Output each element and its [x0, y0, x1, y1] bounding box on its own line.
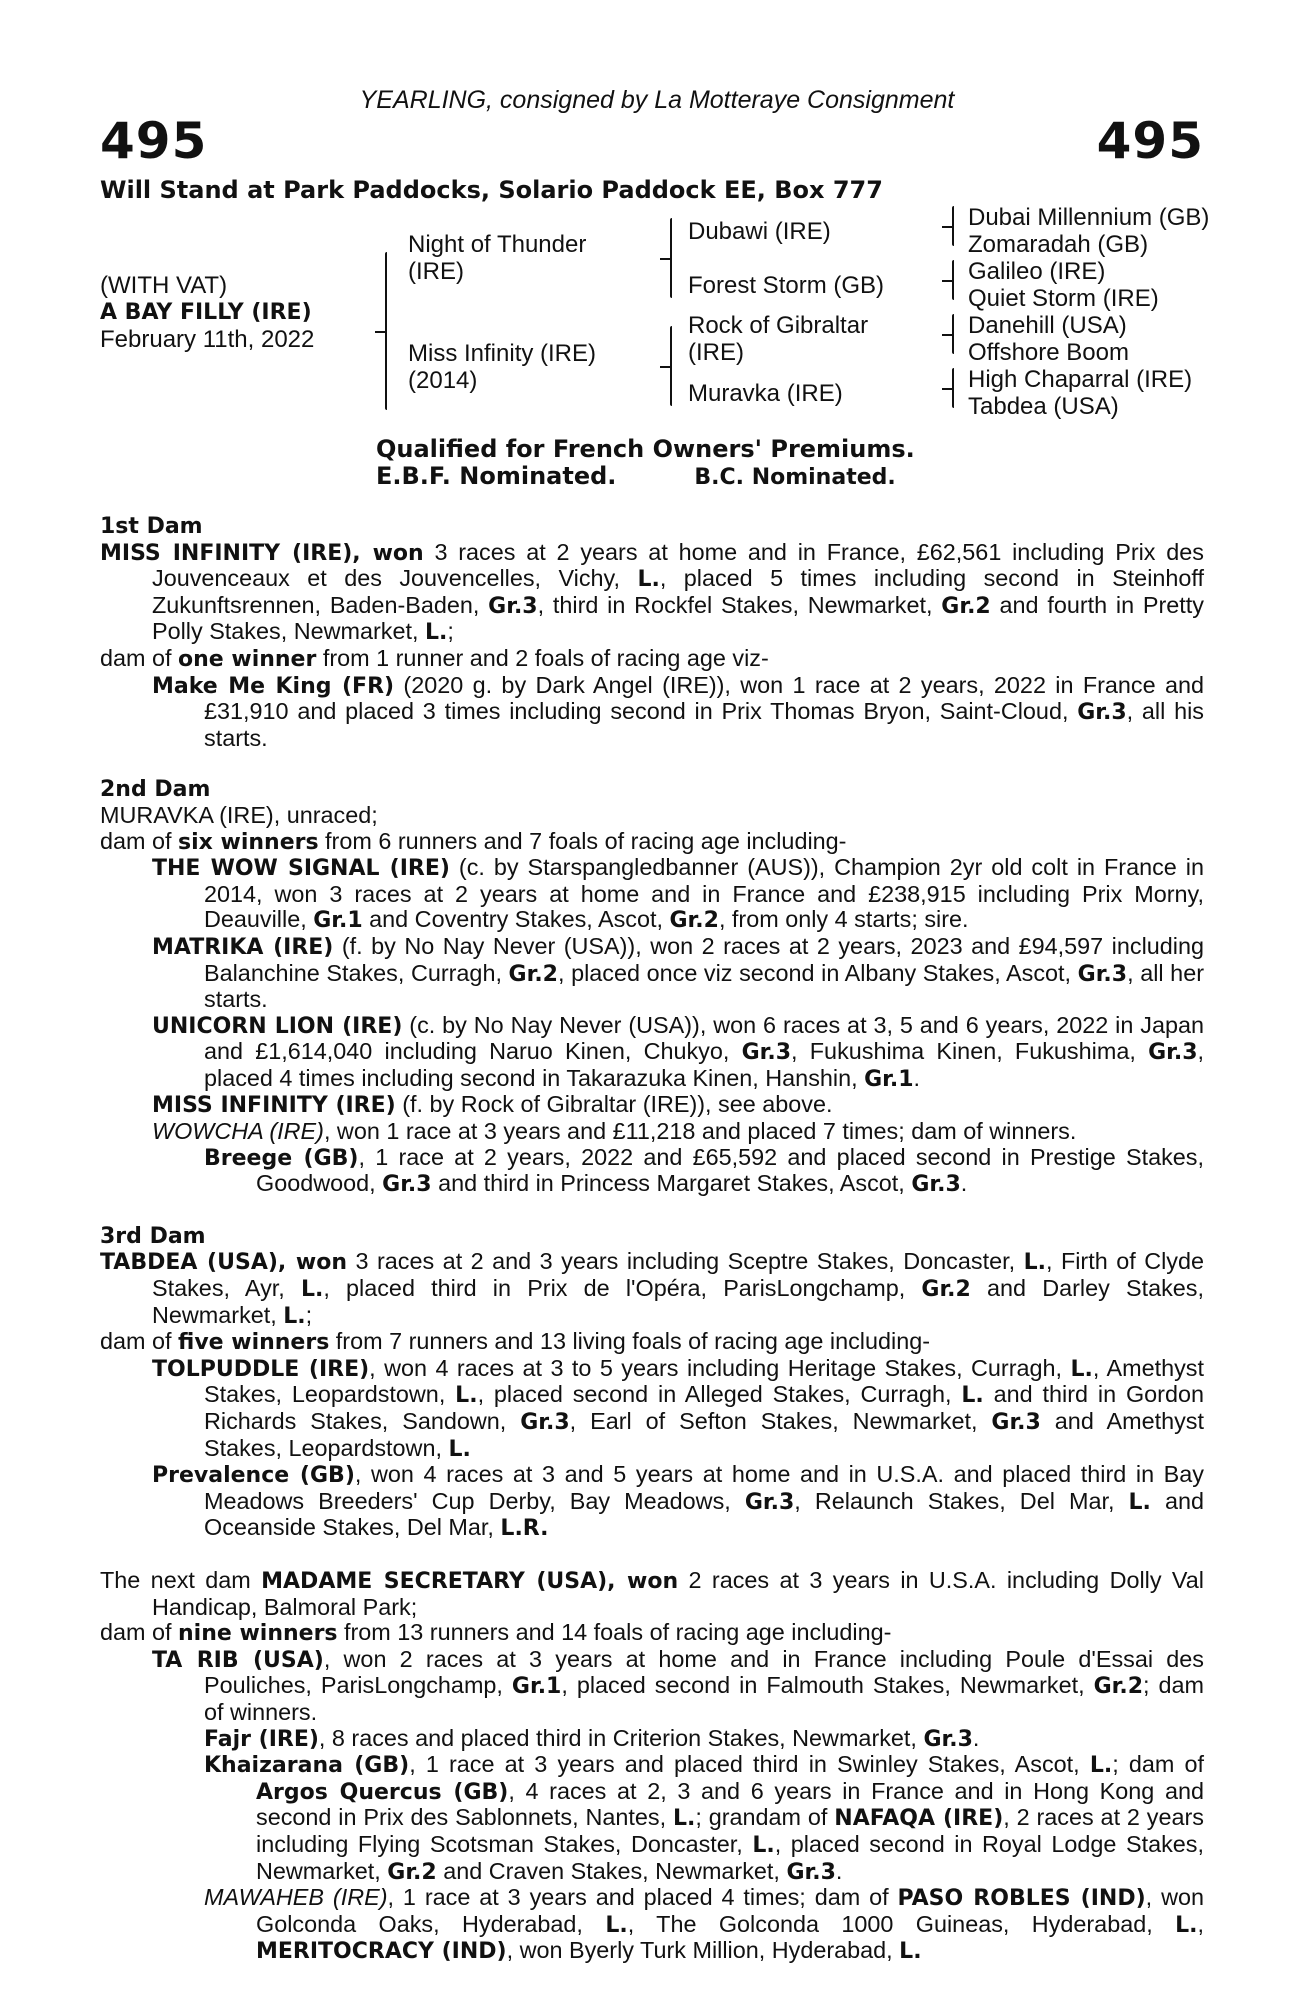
lot-number-right: 495: [1096, 112, 1204, 170]
gen4-list: Dubai Millennium (GB) Zomaradah (GB) Galileo (IRE) Quiet Storm (IRE) Danehill (USA) Offshore Boom High Chaparral (IRE) Tabdea (USA): [968, 204, 1210, 420]
dam-name: Miss Infinity (IRE) (2014): [408, 340, 597, 394]
first-dam-heading: 1st Dam: [100, 514, 203, 539]
first-dam-record: MISS INFINITY (IRE), won 3 races at 2 years at home and in France, £62,561 including Prix des Jouvenceaux et des Jouvencelles, Vichy, L., placed 5 times including second in Steinhoff Zukunftsrennen, Baden-Baden, Gr.3, third in Rockfel Stakes, Newmarket, Gr.2 and fourth in Pretty Polly Stakes, Newmarket, L.;: [100, 538, 1205, 646]
produce-entry: TOLPUDDLE (IRE), won 4 races at 3 to 5 years including Heritage Stakes, Curragh, L., Amethyst Stakes, Leopardstown, L., placed second in Alleged Stakes, Curragh, L. and third in Gordon Richards Stakes, Sandown, Gr.3, Earl of Sefton Stakes, Newmarket, Gr.3 and Amethyst Stakes, Leopardstown, L.: [152, 1354, 1204, 1462]
produce-entry: MAWAHEB (IRE), 1 race at 3 years and placed 4 times; dam of PASO ROBLES (IND), won Golconda Oaks, Hyderabad, L., The Golconda 1000 Guineas, Hyderabad, L., MERITOCRACY (IND), won Byerly Turk Million, Hyderabad, L.: [204, 1884, 1204, 1965]
sire-dam: Forest Storm (GB): [688, 272, 885, 299]
produce-entry: UNICORN LION (IRE) (c. by No Nay Never (USA)), won 6 races at 3, 5 and 6 years, 2022 in Japan and £1,614,040 including Naruo Kinen, Chukyo, Gr.3, Fukushima Kinen, Fukushima, Gr.3, placed 4 times including second in Takarazuka Kinen, Hanshin, Gr.1.: [152, 1011, 1205, 1092]
second-dam-heading: 2nd Dam: [100, 777, 211, 803]
pedigree-brace-g4-4: [952, 368, 954, 408]
lot-number-left: 495: [100, 112, 208, 170]
produce-entry: Prevalence (GB), won 4 races at 3 and 5 years at home and in U.S.A. and placed third in Bay Meadows Breeders' Cup Derby, Bay Meadows, Gr.3, Relaunch Stakes, Del Mar, L. and Oceanside Stakes, Del Mar, L.R.: [152, 1461, 1204, 1542]
third-dam-heading: 3rd Dam: [100, 1223, 206, 1249]
stand-location: Will Stand at Park Paddocks, Solario Paddock EE, Box 777: [100, 176, 883, 204]
next-dam-produce-summary: dam of nine winners from 13 runners and 14 foals of racing age including-: [100, 1619, 892, 1647]
dam-dam: Muravka (IRE): [688, 380, 843, 407]
pedigree-brace-main: [385, 252, 387, 410]
sire-name: Night of Thunder (IRE): [408, 231, 587, 285]
sire-sire: Dubawi (IRE): [688, 218, 831, 245]
produce-entry: Make Me King (FR) (2020 g. by Dark Angel (IRE)), won 1 race at 2 years, 2022 in France and £31,910 and placed 3 times including second in Prix Thomas Bryon, Saint-Cloud, Gr.3, all his starts.: [152, 671, 1204, 751]
produce-entry: MATRIKA (IRE) (f. by No Nay Never (USA)), won 2 races at 2 years, 2023 and £94,597 including Balanchine Stakes, Curragh, Gr.2, placed once viz second in Albany Stakes, Ascot, Gr.3, all her starts.: [152, 932, 1205, 1013]
produce-entry: Khaizarana (GB), 1 race at 3 years and placed third in Swinley Stakes, Ascot, L.; dam of Argos Quercus (GB), 4 races at 2, 3 and 6 years in France and in Hong Kong and second in Prix des Sablonnets, Nantes, L.; grandam of NAFAQA (IRE), 2 races at 2 years including Flying Scotsman Stakes, Doncaster, L., placed second in Royal Lodge Stakes, Newmarket, Gr.2 and Craven Stakes, Newmarket, Gr.3.: [204, 1751, 1205, 1885]
horse-name: A BAY FILLY (IRE): [100, 300, 312, 325]
second-dam-produce-summary: dam of six winners from 6 runners and 7 foals of racing age including-: [100, 827, 847, 855]
produce-entry: Fajr (IRE), 8 races and placed third in Criterion Stakes, Newmarket, Gr.3.: [204, 1724, 980, 1752]
next-dam-record: The next dam MADAME SECRETARY (USA), won 2 races at 3 years in U.S.A. including Dolly Val Handicap, Balmoral Park;: [100, 1566, 1204, 1620]
foaling-date: February 11th, 2022: [100, 326, 315, 353]
third-dam-produce-summary: dam of five winners from 7 runners and 13 living foals of racing age including-: [100, 1328, 931, 1356]
pedigree-brace-sire: [670, 218, 672, 298]
produce-entry: WOWCHA (IRE), won 1 race at 3 years and £11,218 and placed 7 times; dam of winners.: [152, 1118, 1077, 1145]
pedigree-brace-dam: [670, 326, 672, 406]
pedigree-brace-g4-3: [952, 314, 954, 354]
third-dam-record: TABDEA (USA), won 3 races at 2 and 3 years including Sceptre Stakes, Doncaster, L., Firth of Clyde Stakes, Ayr, L., placed third in Prix de l'Opéra, ParisLongchamp, Gr.2 and Darley Stakes, Newmarket, L.;: [100, 1248, 1205, 1329]
produce-entry: Breege (GB), 1 race at 2 years, 2022 and £65,592 and placed second in Prestige Stakes, Goodwood, Gr.3 and third in Princess Margaret Stakes, Ascot, Gr.3.: [204, 1143, 1204, 1198]
premium-notes: Qualified for French Owners' Premiums. E.B.F. Nominated. B.C. Nominated.: [376, 435, 915, 490]
second-dam-record: MURAVKA (IRE), unraced;: [100, 801, 378, 828]
pedigree-brace-g4-2: [952, 260, 954, 300]
catalogue-subtitle: YEARLING, consigned by La Motteraye Consignment: [359, 86, 955, 114]
produce-entry: MISS INFINITY (IRE) (f. by Rock of Gibraltar (IRE)), see above.: [152, 1091, 833, 1119]
produce-entry: THE WOW SIGNAL (IRE) (c. by Starspangledbanner (AUS)), Champion 2yr old colt in France in 2014, won 3 races at 2 years at home and in France and £238,915 including Prix Morny, Deauville, Gr.1 and Coventry Stakes, Ascot, Gr.2, from only 4 starts; sire.: [152, 854, 1204, 934]
pedigree-brace-g4-1: [952, 206, 954, 246]
vat-note: (WITH VAT): [100, 272, 228, 299]
catalogue-body: [100, 514, 1204, 1965]
first-dam-produce-summary: dam of one winner from 1 runner and 2 foals of racing age viz-: [100, 644, 769, 672]
dam-sire: Rock of Gibraltar (IRE): [688, 312, 869, 366]
produce-entry: TA RIB (USA), won 2 races at 3 years at home and in France including Poule d'Essai des Pouliches, ParisLongchamp, Gr.1, placed second in Falmouth Stakes, Newmarket, Gr.2; dam of winners.: [152, 1645, 1204, 1725]
